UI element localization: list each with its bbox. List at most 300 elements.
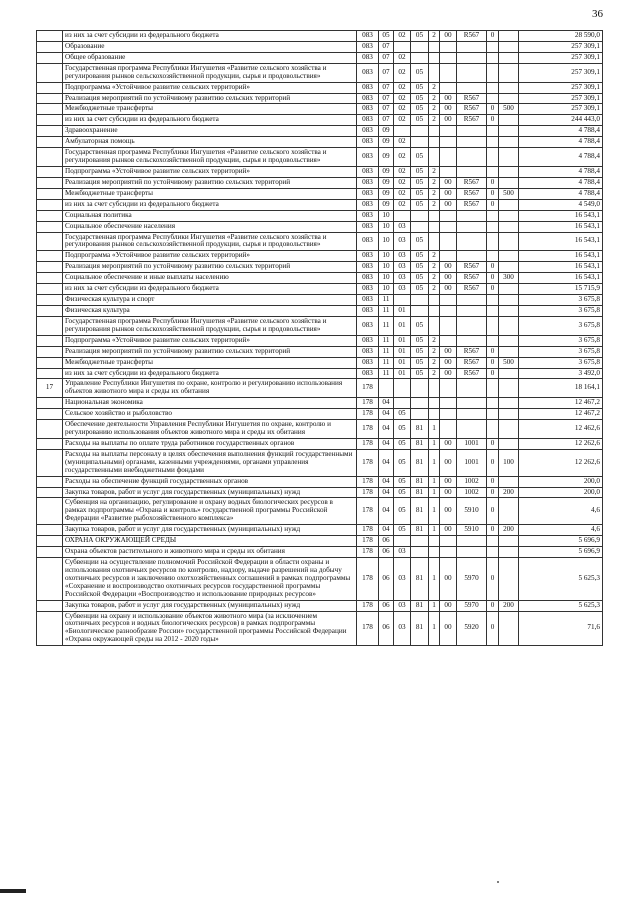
code-subsection: 02: [394, 31, 411, 42]
code-group: [440, 137, 457, 148]
row-number: [37, 449, 63, 476]
code-kind: 0: [487, 600, 499, 611]
code-section: 04: [379, 398, 394, 409]
code-section: 11: [379, 335, 394, 346]
code-section: 11: [379, 346, 394, 357]
code-subsection: 02: [394, 199, 411, 210]
table-row: [37, 498, 603, 525]
code-section: 09: [379, 177, 394, 188]
code-subprogram: 2: [429, 166, 440, 177]
code-subprogram: [429, 126, 440, 137]
code-kind: [487, 126, 499, 137]
code-kind: 0: [487, 104, 499, 115]
code-section: 04: [379, 420, 394, 439]
row-number: [37, 115, 63, 126]
table-row: [37, 600, 603, 611]
table-row: [37, 232, 603, 251]
table-row: [37, 284, 603, 295]
code-section: 07: [379, 82, 394, 93]
code-subsection: 05: [394, 449, 411, 476]
row-amount: 12 262,6: [519, 449, 603, 476]
row-number: [37, 166, 63, 177]
code-subprogram: 2: [429, 177, 440, 188]
code-kind: 0: [487, 273, 499, 284]
code-program: 81: [411, 476, 429, 487]
code-expense-type: [499, 251, 519, 262]
code-direction: [457, 305, 487, 316]
table-row: [37, 487, 603, 498]
code-group: 00: [440, 273, 457, 284]
code-direction: [457, 335, 487, 346]
code-group: [440, 536, 457, 547]
code-ministry: 083: [357, 284, 379, 295]
code-expense-type: [499, 547, 519, 558]
code-section: 10: [379, 210, 394, 221]
code-expense-type: [499, 316, 519, 335]
code-subprogram: 2: [429, 199, 440, 210]
row-amount: 16 543,1: [519, 221, 603, 232]
code-kind: 0: [487, 368, 499, 379]
row-amount: 4 788,4: [519, 166, 603, 177]
table-row: [37, 82, 603, 93]
code-section: 07: [379, 115, 394, 126]
code-expense-type: [499, 346, 519, 357]
row-amount: 3 675,8: [519, 316, 603, 335]
code-section: 07: [379, 52, 394, 63]
code-ministry: 178: [357, 547, 379, 558]
code-kind: [487, 316, 499, 335]
code-program: [411, 305, 429, 316]
row-number: [37, 600, 63, 611]
row-description: из них за счет субсидии из федерального бюджета: [63, 284, 357, 295]
code-direction: [457, 148, 487, 167]
code-kind: [487, 295, 499, 306]
code-subprogram: 2: [429, 368, 440, 379]
code-kind: [487, 379, 499, 398]
code-section: 07: [379, 41, 394, 52]
row-amount: 257 309,1: [519, 41, 603, 52]
row-description: Закупка товаров, работ и услуг для государственных (муниципальных) нужд: [63, 487, 357, 498]
row-amount: 4 788,4: [519, 188, 603, 199]
code-direction: R567: [457, 262, 487, 273]
code-program: 81: [411, 449, 429, 476]
row-description: Реализация мероприятий по устойчивому развитию сельских территорий: [63, 177, 357, 188]
code-direction: 5970: [457, 600, 487, 611]
code-section: 09: [379, 166, 394, 177]
code-program: 05: [411, 166, 429, 177]
code-program: 05: [411, 251, 429, 262]
code-kind: [487, 210, 499, 221]
row-description: из них за счет субсидии из федерального бюджета: [63, 115, 357, 126]
code-subsection: 03: [394, 221, 411, 232]
code-direction: [457, 536, 487, 547]
code-subsection: 02: [394, 52, 411, 63]
code-subsection: 03: [394, 547, 411, 558]
code-subsection: 03: [394, 611, 411, 646]
code-section: 07: [379, 104, 394, 115]
row-number: [37, 177, 63, 188]
code-expense-type: [499, 284, 519, 295]
code-ministry: 083: [357, 262, 379, 273]
row-amount: 12 467,2: [519, 409, 603, 420]
code-group: 00: [440, 611, 457, 646]
table-row: [37, 295, 603, 306]
code-subprogram: 1: [429, 611, 440, 646]
code-subprogram: 2: [429, 82, 440, 93]
code-direction: R567: [457, 104, 487, 115]
row-amount: 16 543,1: [519, 210, 603, 221]
code-subsection: 02: [394, 115, 411, 126]
code-subprogram: [429, 52, 440, 63]
code-direction: R567: [457, 357, 487, 368]
code-group: [440, 547, 457, 558]
code-expense-type: [499, 115, 519, 126]
row-number: [37, 346, 63, 357]
code-subsection: 05: [394, 476, 411, 487]
row-description: Физическая культура: [63, 305, 357, 316]
code-expense-type: [499, 305, 519, 316]
row-description: Физическая культура и спорт: [63, 295, 357, 306]
code-expense-type: [499, 221, 519, 232]
code-kind: 0: [487, 284, 499, 295]
code-subprogram: 1: [429, 438, 440, 449]
code-expense-type: [499, 438, 519, 449]
code-direction: [457, 251, 487, 262]
code-subsection: 01: [394, 305, 411, 316]
code-program: [411, 536, 429, 547]
row-number: [37, 487, 63, 498]
code-program: 05: [411, 273, 429, 284]
code-direction: [457, 316, 487, 335]
row-number: [37, 525, 63, 536]
code-direction: [457, 63, 487, 82]
code-group: [440, 409, 457, 420]
code-subprogram: [429, 305, 440, 316]
code-direction: 5920: [457, 611, 487, 646]
code-section: [379, 379, 394, 398]
code-ministry: 083: [357, 166, 379, 177]
code-program: 05: [411, 63, 429, 82]
row-amount: 5 696,9: [519, 547, 603, 558]
code-expense-type: [499, 148, 519, 167]
code-ministry: 083: [357, 316, 379, 335]
code-subprogram: [429, 536, 440, 547]
table-row: [37, 547, 603, 558]
code-kind: [487, 398, 499, 409]
code-expense-type: 200: [499, 525, 519, 536]
code-ministry: 083: [357, 148, 379, 167]
code-kind: [487, 232, 499, 251]
code-subprogram: 1: [429, 449, 440, 476]
code-direction: [457, 409, 487, 420]
code-group: 00: [440, 449, 457, 476]
code-direction: [457, 210, 487, 221]
code-kind: 0: [487, 115, 499, 126]
code-subprogram: 2: [429, 104, 440, 115]
row-description: Государственная программа Республики Ингушетия «Развитие сельского хозяйства и регулирования рынков сельскохозяйственной продукции, сырья и продовольствия»: [63, 232, 357, 251]
table-row: [37, 525, 603, 536]
table-row: [37, 262, 603, 273]
row-number: [37, 316, 63, 335]
code-section: 11: [379, 305, 394, 316]
row-number: [37, 188, 63, 199]
code-program: 81: [411, 438, 429, 449]
code-subsection: 01: [394, 368, 411, 379]
row-description: из них за счет субсидии из федерального бюджета: [63, 31, 357, 42]
row-description: Подпрограмма «Устойчивое развитие сельских территорий»: [63, 335, 357, 346]
code-ministry: 083: [357, 210, 379, 221]
code-expense-type: [499, 199, 519, 210]
code-group: [440, 379, 457, 398]
code-group: [440, 210, 457, 221]
row-amount: 3 675,8: [519, 295, 603, 306]
code-section: 09: [379, 199, 394, 210]
row-description: Межбюджетные трансферты: [63, 357, 357, 368]
code-program: 05: [411, 104, 429, 115]
code-kind: [487, 41, 499, 52]
code-expense-type: [499, 476, 519, 487]
row-number: [37, 409, 63, 420]
code-ministry: 083: [357, 31, 379, 42]
code-direction: 1002: [457, 487, 487, 498]
code-program: 05: [411, 115, 429, 126]
code-kind: [487, 63, 499, 82]
code-subsection: 02: [394, 148, 411, 167]
code-subprogram: [429, 210, 440, 221]
code-kind: [487, 547, 499, 558]
table-row: [37, 398, 603, 409]
code-section: 04: [379, 476, 394, 487]
row-amount: 244 443,0: [519, 115, 603, 126]
code-direction: R567: [457, 31, 487, 42]
code-subsection: 02: [394, 63, 411, 82]
code-direction: [457, 420, 487, 439]
code-subsection: 02: [394, 82, 411, 93]
code-group: 00: [440, 487, 457, 498]
code-kind: 0: [487, 476, 499, 487]
code-group: 00: [440, 368, 457, 379]
code-direction: [457, 82, 487, 93]
row-amount: 16 543,1: [519, 232, 603, 251]
row-amount: 71,6: [519, 611, 603, 646]
code-program: [411, 409, 429, 420]
code-ministry: 083: [357, 221, 379, 232]
code-group: [440, 41, 457, 52]
row-amount: 4 788,4: [519, 148, 603, 167]
row-amount: 4,6: [519, 525, 603, 536]
row-number: [37, 335, 63, 346]
code-kind: [487, 536, 499, 547]
code-subsection: 03: [394, 284, 411, 295]
code-section: 06: [379, 536, 394, 547]
code-group: [440, 232, 457, 251]
code-subprogram: 1: [429, 525, 440, 536]
row-description: Закупка товаров, работ и услуг для государственных (муниципальных) нужд: [63, 525, 357, 536]
code-direction: R567: [457, 284, 487, 295]
table-row: [37, 368, 603, 379]
row-description: Расходы на выплаты персоналу в целях обеспечения выполнения функций государственными (муниципальными) органами, казенными учреждениями, органами управления государственными внебюджетными фондами: [63, 449, 357, 476]
code-section: 04: [379, 438, 394, 449]
code-subsection: 03: [394, 558, 411, 601]
code-direction: [457, 232, 487, 251]
code-expense-type: 200: [499, 487, 519, 498]
code-section: 04: [379, 487, 394, 498]
row-number: [37, 31, 63, 42]
code-expense-type: [499, 409, 519, 420]
code-subsection: 02: [394, 177, 411, 188]
code-program: 81: [411, 487, 429, 498]
code-subprogram: [429, 409, 440, 420]
code-group: [440, 251, 457, 262]
code-expense-type: [499, 368, 519, 379]
table-row: [37, 166, 603, 177]
code-kind: [487, 251, 499, 262]
row-number: [37, 126, 63, 137]
table-row: [37, 335, 603, 346]
code-expense-type: [499, 82, 519, 93]
row-amount: 5 625,3: [519, 558, 603, 601]
code-subprogram: 1: [429, 487, 440, 498]
code-subprogram: 2: [429, 251, 440, 262]
table-row: [37, 31, 603, 42]
code-expense-type: [499, 52, 519, 63]
code-kind: 0: [487, 525, 499, 536]
table-row: [37, 137, 603, 148]
code-subsection: 05: [394, 409, 411, 420]
code-subprogram: 1: [429, 476, 440, 487]
table-row: [37, 611, 603, 646]
code-subsection: 03: [394, 273, 411, 284]
row-number: 17: [37, 379, 63, 398]
code-program: [411, 126, 429, 137]
code-direction: [457, 547, 487, 558]
code-section: 04: [379, 449, 394, 476]
row-amount: 257 309,1: [519, 82, 603, 93]
code-subsection: 01: [394, 346, 411, 357]
row-amount: 4 788,4: [519, 126, 603, 137]
code-group: 00: [440, 476, 457, 487]
table-row: [37, 420, 603, 439]
code-expense-type: [499, 295, 519, 306]
table-row: [37, 558, 603, 601]
row-number: [37, 52, 63, 63]
code-direction: R567: [457, 115, 487, 126]
code-group: 00: [440, 284, 457, 295]
code-kind: 0: [487, 487, 499, 498]
code-subprogram: [429, 221, 440, 232]
code-kind: [487, 409, 499, 420]
code-subsection: [394, 536, 411, 547]
code-direction: R567: [457, 93, 487, 104]
code-ministry: 178: [357, 449, 379, 476]
table-row: [37, 438, 603, 449]
code-expense-type: [499, 379, 519, 398]
code-subprogram: 1: [429, 558, 440, 601]
code-kind: 0: [487, 558, 499, 601]
row-description: из них за счет субсидии из федерального бюджета: [63, 199, 357, 210]
row-amount: 15 715,9: [519, 284, 603, 295]
code-direction: [457, 221, 487, 232]
code-expense-type: 200: [499, 600, 519, 611]
code-ministry: 083: [357, 368, 379, 379]
code-group: 00: [440, 498, 457, 525]
code-program: [411, 398, 429, 409]
code-ministry: 083: [357, 199, 379, 210]
code-ministry: 178: [357, 420, 379, 439]
code-subsection: 05: [394, 438, 411, 449]
code-subprogram: 2: [429, 188, 440, 199]
code-subsection: [394, 379, 411, 398]
code-subprogram: 2: [429, 284, 440, 295]
code-kind: [487, 82, 499, 93]
code-expense-type: [499, 398, 519, 409]
code-direction: 5910: [457, 498, 487, 525]
row-number: [37, 536, 63, 547]
code-subprogram: [429, 137, 440, 148]
code-direction: R567: [457, 346, 487, 357]
code-section: 05: [379, 31, 394, 42]
table-row: [37, 126, 603, 137]
code-ministry: 178: [357, 558, 379, 601]
row-amount: 200,0: [519, 476, 603, 487]
row-description: Амбулаторная помощь: [63, 137, 357, 148]
code-direction: R567: [457, 273, 487, 284]
code-subprogram: 1: [429, 498, 440, 525]
code-program: 81: [411, 525, 429, 536]
code-section: 06: [379, 611, 394, 646]
table-row: [37, 273, 603, 284]
code-subprogram: 2: [429, 93, 440, 104]
row-amount: 12 262,6: [519, 438, 603, 449]
code-program: [411, 295, 429, 306]
code-ministry: 083: [357, 335, 379, 346]
code-expense-type: [499, 262, 519, 273]
code-program: 05: [411, 199, 429, 210]
code-ministry: 178: [357, 438, 379, 449]
code-ministry: 178: [357, 611, 379, 646]
code-group: [440, 52, 457, 63]
code-section: 04: [379, 525, 394, 536]
code-section: 09: [379, 188, 394, 199]
code-subsection: [394, 210, 411, 221]
code-section: 11: [379, 316, 394, 335]
row-description: Государственная программа Республики Ингушетия «Развитие сельского хозяйства и регулирования рынков сельскохозяйственной продукции, сырья и продовольствия»: [63, 148, 357, 167]
code-ministry: 178: [357, 409, 379, 420]
code-section: 09: [379, 126, 394, 137]
code-kind: [487, 52, 499, 63]
row-description: Субвенция на организацию, регулирование и охрану водных биологических ресурсов в рамках подпрограммы «Охрана и контроль» государственной программы Российской Федерации «Развитие рыбохозяйственного комплекса»: [63, 498, 357, 525]
code-subsection: [394, 398, 411, 409]
code-ministry: 083: [357, 41, 379, 52]
code-program: 81: [411, 558, 429, 601]
row-number: [37, 438, 63, 449]
table-row: [37, 188, 603, 199]
row-description: Подпрограмма «Устойчивое развитие сельских территорий»: [63, 82, 357, 93]
code-subprogram: 2: [429, 335, 440, 346]
code-program: 81: [411, 611, 429, 646]
table-row: [37, 251, 603, 262]
code-direction: [457, 295, 487, 306]
code-group: [440, 305, 457, 316]
code-section: 04: [379, 409, 394, 420]
code-group: 00: [440, 115, 457, 126]
row-number: [37, 476, 63, 487]
code-kind: 0: [487, 199, 499, 210]
code-subsection: [394, 295, 411, 306]
code-program: 05: [411, 148, 429, 167]
code-subsection: 03: [394, 600, 411, 611]
row-number: [37, 93, 63, 104]
